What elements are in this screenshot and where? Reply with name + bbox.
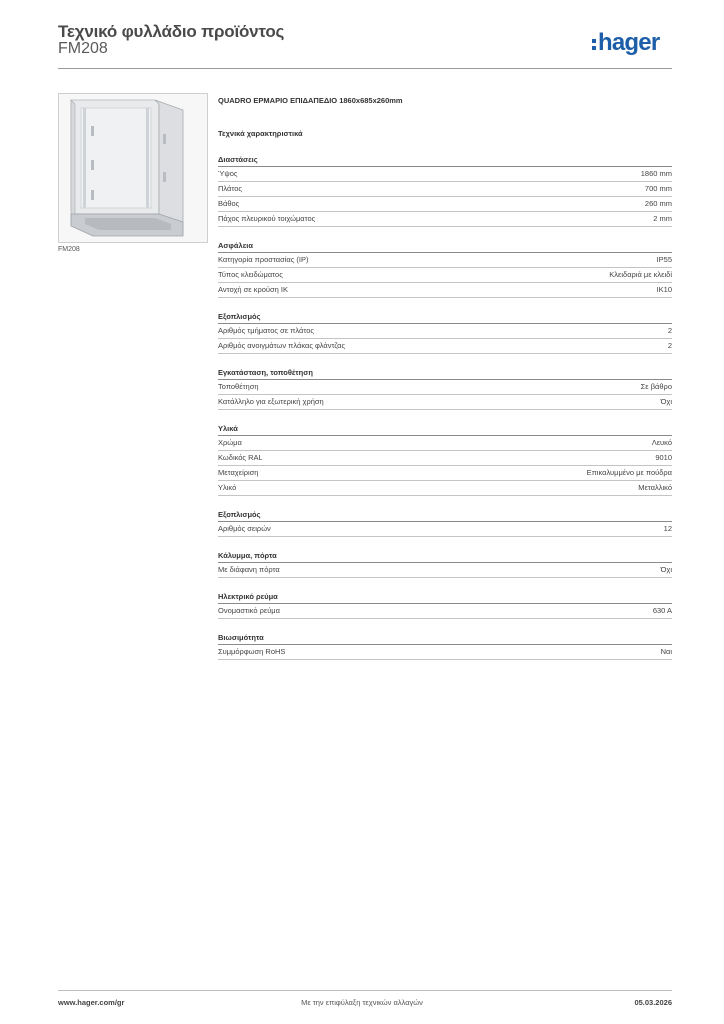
spec-value: 260 mm	[644, 199, 672, 208]
spec-row	[218, 436, 672, 451]
spec-group	[218, 423, 672, 496]
spec-value: IP55	[656, 255, 672, 264]
spec-group-title: Εγκατάσταση, τοποθέτηση	[218, 367, 672, 380]
spec-label: Με διάφανη πόρτα	[218, 565, 280, 574]
spec-value: 9010	[655, 453, 672, 462]
spec-value: Κλειδαριά με κλειδί	[609, 270, 672, 279]
spec-row	[218, 604, 672, 619]
spec-label: Αριθμός τμήματος σε πλάτος	[218, 326, 314, 335]
spec-value: 630 A	[652, 606, 672, 615]
spec-value: 700 mm	[644, 184, 672, 193]
spec-value: 2	[667, 341, 672, 350]
logo-dots-icon	[592, 39, 596, 50]
spec-row	[218, 380, 672, 395]
hager-logo[interactable]	[592, 28, 659, 58]
spec-row	[218, 563, 672, 578]
spec-row	[218, 395, 672, 410]
spec-group	[218, 240, 672, 298]
document-title: Τεχνικό φυλλάδιο προϊόντος	[58, 22, 285, 41]
spec-group-title: Εξοπλισμός	[218, 509, 672, 522]
spec-row	[218, 167, 672, 182]
spec-value: Επικαλυμμένο με πούδρα	[586, 468, 672, 477]
spec-value: 2	[667, 326, 672, 335]
spec-row	[218, 522, 672, 537]
section-title: Τεχνικά χαρακτηριστικά	[218, 129, 303, 138]
spec-row	[218, 324, 672, 339]
spec-group	[218, 311, 672, 354]
spec-row	[218, 182, 672, 197]
spec-label: Συμμόρφωση RoHS	[218, 647, 286, 656]
product-code: FM208	[58, 40, 108, 57]
spec-label: Κατάλληλο για εξωτερική χρήση	[218, 397, 324, 406]
spec-label: Τύπος κλειδώματος	[218, 270, 283, 279]
spec-row	[218, 253, 672, 268]
spec-groups	[218, 154, 672, 660]
spec-label: Κατηγορία προστασίας (IP)	[218, 255, 309, 264]
cabinet-illustration-icon	[59, 94, 207, 242]
spec-label: Κωδικός RAL	[218, 453, 263, 462]
spec-label: Τοποθέτηση	[218, 382, 259, 391]
spec-value: Όχι	[660, 397, 672, 406]
spec-value: IK10	[656, 285, 672, 294]
spec-group	[218, 591, 672, 619]
spec-group-title: Κάλυμμα, πόρτα	[218, 550, 672, 563]
spec-value: Όχι	[660, 565, 672, 574]
spec-row	[218, 645, 672, 660]
spec-label: Βάθος	[218, 199, 240, 208]
spec-value: 2 mm	[653, 214, 672, 223]
spec-value: 12	[663, 524, 672, 533]
spec-row	[218, 481, 672, 496]
product-name: QUADRO ΕΡΜΑΡΙΟ ΕΠΙΔΑΠΕΔΙΟ 1860x685x260mm	[218, 96, 403, 105]
spec-group-title: Ασφάλεια	[218, 240, 672, 253]
spec-group-title: Ηλεκτρικό ρεύμα	[218, 591, 672, 604]
spec-row	[218, 212, 672, 227]
spec-group-title: Εξοπλισμός	[218, 311, 672, 324]
spec-group	[218, 154, 672, 227]
spec-value: Μεταλλικό	[638, 483, 672, 492]
spec-row	[218, 283, 672, 298]
spec-row	[218, 268, 672, 283]
spec-group	[218, 550, 672, 578]
spec-label: Αριθμός σειρών	[218, 524, 271, 533]
spec-group	[218, 509, 672, 537]
spec-label: Ονομαστικό ρεύμα	[218, 606, 280, 615]
spec-label: Πλάτος	[218, 184, 243, 193]
spec-value: Λευκό	[651, 438, 672, 447]
spec-label: Χρώμα	[218, 438, 242, 447]
spec-value: 1860 mm	[640, 169, 672, 178]
spec-row	[218, 451, 672, 466]
logo-text: hager	[598, 29, 660, 56]
spec-group-title: Υλικά	[218, 423, 672, 436]
spec-label: Μεταχείριση	[218, 468, 259, 477]
product-image	[58, 93, 208, 243]
spec-value: Σε βάθρο	[640, 382, 672, 391]
footer-divider	[58, 990, 672, 991]
spec-group	[218, 367, 672, 410]
image-caption: FM208	[58, 246, 80, 253]
spec-row	[218, 466, 672, 481]
footer-date: 05.03.2026	[634, 998, 672, 1007]
spec-label: Ύψος	[218, 169, 238, 178]
footer-website[interactable]: www.hager.com/gr	[58, 998, 125, 1007]
footer-note: Με την επιφύλαξη τεχνικών αλλαγών	[301, 998, 423, 1007]
header-divider	[58, 68, 672, 69]
spec-row	[218, 339, 672, 354]
spec-label: Πάχος πλευρικού τοιχώματος	[218, 214, 316, 223]
spec-label: Υλικό	[218, 483, 237, 492]
spec-label: Αριθμός ανοιγμάτων πλάκας φλάντζας	[218, 341, 346, 350]
specifications	[218, 95, 672, 660]
spec-label: Αντοχή σε κρούση IK	[218, 285, 288, 294]
spec-value: Ναι	[660, 647, 672, 656]
spec-group-title: Διαστάσεις	[218, 154, 672, 167]
spec-row	[218, 197, 672, 212]
spec-group-title: Βιωσιμότητα	[218, 632, 672, 645]
spec-group	[218, 632, 672, 660]
